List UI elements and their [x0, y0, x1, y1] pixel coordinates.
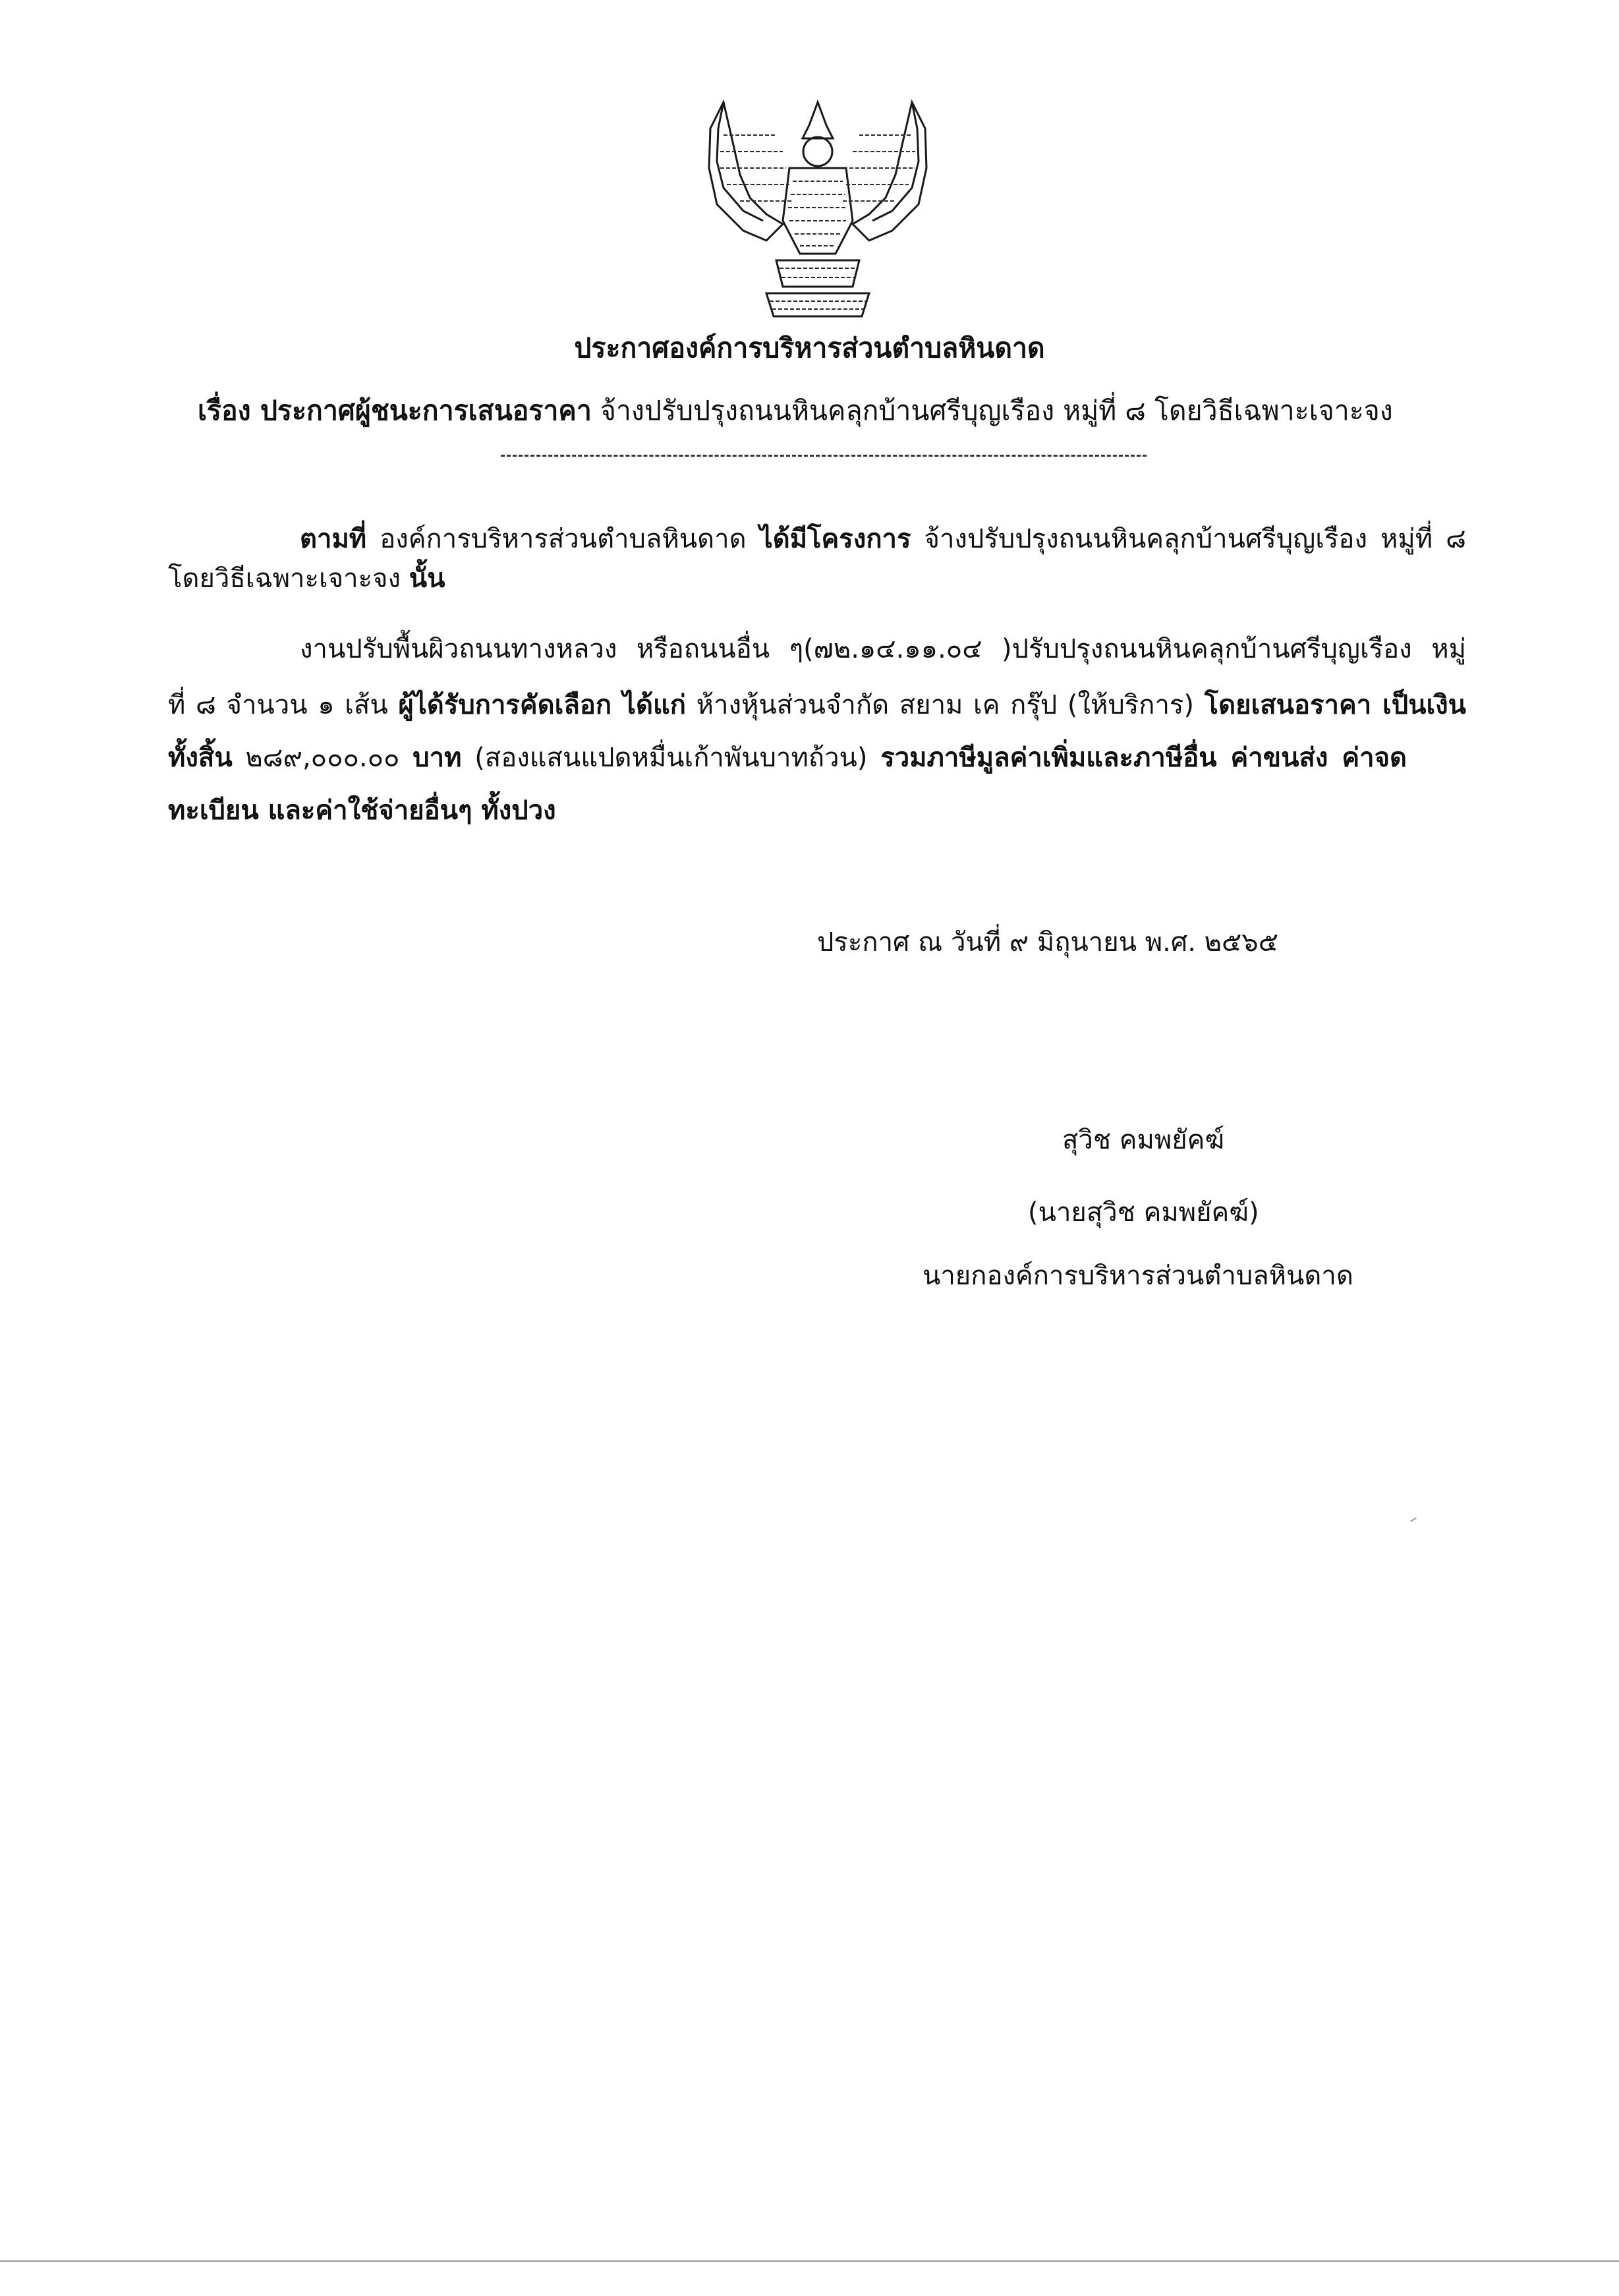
paragraph-2-line-1: งานปรับพื้นผิวถนนทางหลวง หรือถนนอื่น ๆ(๗๒.๑๔.๑๑.๐๔ )ปรับปรุงถนนหินคลุกบ้านศรีบุญเรือง หมู่ [300, 634, 1466, 664]
scan-mark [1410, 1518, 1417, 1522]
paragraph-2-line-4: ทะเบียน และค่าใช้จ่ายอื่นๆ ทั้งปวง [168, 795, 556, 826]
p2-amount-words: (สองแสนแปดหมื่นเก้าพันบาทถ้วน) [461, 743, 881, 773]
p1-bold-2: ได้มีโครงการ [759, 524, 911, 554]
p2-text-1: ที่ ๘ จำนวน ๑ เส้น [168, 690, 399, 720]
signature: สุวิช คมพยัคฆ์ [1062, 1125, 1225, 1155]
page-bottom-edge [0, 2260, 1619, 2262]
subject-text: จ้างปรับปรุงถนนหินคลุกบ้านศรีบุญเรือง หมู่ที่ ๘ โดยวิธีเฉพาะเจาะจง [591, 395, 1393, 426]
subject-label: เรื่อง ประกาศผู้ชนะการเสนอราคา [198, 395, 592, 426]
paragraph-2-line-3 [168, 738, 1407, 778]
p1-text-1: องค์การบริหารส่วนตำบลหินดาด [366, 524, 760, 554]
p2-bold-2: โดยเสนอราคา เป็นเงิน [1204, 690, 1467, 720]
announcement-subject [198, 391, 1393, 430]
p2-bold-5: รวมภาษีมูลค่าเพิ่มและภาษีอื่น ค่าขนส่ง ค่าจด [880, 743, 1407, 773]
p2-bold-4: บาท [412, 743, 462, 773]
paragraph-1-line-1 [300, 519, 1466, 559]
garuda-emblem-icon [704, 89, 932, 326]
paragraph-1-line-2 [168, 559, 445, 598]
p2-bold-3: ทั้งสิ้น [168, 743, 233, 773]
date-value: ๙ มิถุนายน พ.ศ. ๒๕๖๕ [1001, 927, 1278, 958]
p2-amount: ๒๘๙,๐๐๐.๐๐ [232, 743, 413, 773]
p1-bold-3: นั้น [409, 563, 445, 594]
p2-bold-1: ผู้ได้รับการคัดเลือก ได้แก่ [398, 690, 687, 720]
announcement-date [817, 923, 1278, 962]
p1-text-3: โดยวิธีเฉพาะเจาะจง [168, 563, 409, 594]
separator-line [501, 455, 1147, 457]
paragraph-2-line-2 [168, 685, 1466, 725]
announcement-title: ประกาศองค์การบริหารส่วนตำบลหินดาด [574, 332, 1045, 364]
signer-position: นายกองค์การบริหารส่วนตำบลหินดาด [923, 1261, 1353, 1291]
p1-bold-1: ตามที่ [300, 524, 367, 554]
date-label: ประกาศ ณ วันที่ [817, 927, 1002, 958]
signer-name: (นายสุวิช คมพยัคฆ์) [1028, 1197, 1259, 1228]
p2-text-2: ห้างหุ้นส่วนจำกัด สยาม เค กรุ๊ป (ให้บริการ) [686, 690, 1205, 720]
garuda-emblem [704, 89, 932, 326]
p1-text-2: จ้างปรับปรุงถนนหินคลุกบ้านศรีบุญเรือง หมู่ที่ ๘ [911, 524, 1466, 554]
